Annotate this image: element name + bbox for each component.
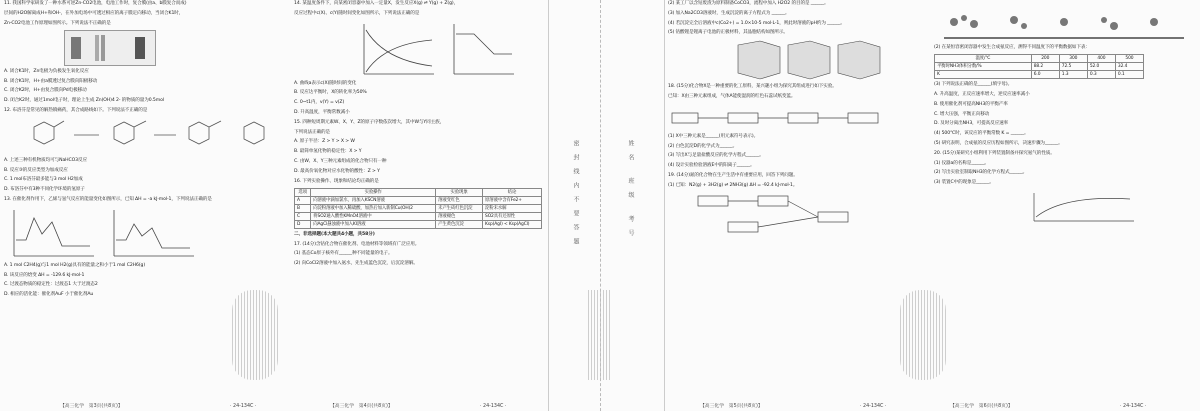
q13-option-d: D. 相应的活化能：催化剂AuF 小于催化剂Au [4,292,94,298]
page3-code: · 24-134C · [230,404,257,409]
page3-footer: 【高三化学 第3页(共8页)】 [60,404,123,409]
q19-part1: (1) 已知：N2(g) + 3H2(g) ⇌ 2NH3(g) ΔH = -92.4 kJ·mol-1。 [668,182,798,188]
molecule-models [934,0,1194,44]
table-header: 400 [1087,55,1115,63]
q19-part3: (3) 下列说法正确的是______(填字母)。 [934,82,1013,88]
reaction-scheme-figure [668,192,930,236]
table-row [935,71,1144,79]
crystal-cell-figures [668,39,930,83]
table-cell: 0.1 [1115,71,1143,79]
binding-margin-right [604,0,665,411]
table-row [935,63,1144,71]
table-cell: 产生黄色沉淀 [436,220,483,228]
q13-stem: 13. 在催化剂作用下，乙烯与氢气反应的能量变化如图所示，已知 ΔH = -a kJ·mol-1，下列说法正确的是 [4,196,212,202]
q19-part2: (2) 在某恒容密闭容器中发生合成氨反应，测得不同温度下的平衡数据如下表： [934,45,1090,50]
table-cell: K [935,71,1032,79]
conc-time-graph [294,20,534,80]
q17-part3: (2) 某工厂以含钴废渣为原料制备CoCO3，流程中加入 H2O2 的目的是 ______。 [668,1,829,6]
table-cell: 溶液褪色 [436,212,483,220]
q19-option-b: B. 使用催化剂可提高NH3的平衡产率 [934,101,1008,107]
page4-column [294,0,546,411]
q17-part1: (1) 基态Co原子核外有______种不同能量的电子。 [294,251,393,257]
q11-option-c: C. 闭合K2时，H+由复合膜向Pd电极移动 [4,88,87,94]
q14-option-a: A. 曲线a表示c(X)随时间的变化 [294,80,357,86]
energy-profile-figures [4,206,294,262]
q13-option-b: B. 该反应的焓变 ΔH = -129.6 kJ·mol-1 [4,272,85,278]
q15-option-b: B. 最简单氢化物的稳定性：X > Y [294,149,362,155]
table-cell: C [295,212,311,220]
section-title: 二、非选择题(本大题共4小题，共58分) [294,231,375,237]
q18-part1: (1) X中三种元素是______(用元素符号表示)。 [668,133,759,139]
flow-chart [668,103,928,133]
table-cell: 88.2 [1031,63,1059,71]
table-header: 选项 [295,188,311,196]
table-cell: 32.4 [1115,63,1143,71]
flow-chart-figure [668,103,930,133]
page5-code: · 24-134C · [860,404,887,409]
table-cell: 6.0 [1031,71,1059,79]
table-cell: 向溶液中滴加氯水，再加入KSCN溶液 [311,196,436,204]
q12-option-c: C. 1 mol布洛芬最多能与3 mol H2加成 [4,177,83,183]
table-cell: 将SO2通入酸性KMnO4溶液中 [311,212,436,220]
q13-option-c: C. 过渡态物质的稳定性：过渡态1 大于过渡态2 [4,282,98,288]
table-cell: 向AgCl悬浊液中加入KI溶液 [311,220,436,228]
q17-part4: (3) 加入Na2CO3溶液时，生成沉淀的离子方程式为 ______。 [668,10,790,16]
q17-part6: (5) 钴酸锂是锂离子电池的正极材料，其晶胞结构如图所示。 [668,30,788,36]
q17-part5: (4) 若沉淀完全后溶液中c(Co2+) = 1.0×10-5 mol·L-1，则此时溶液的pH约为 ______。 [668,20,845,26]
q14-option-b: B. 反应达平衡时，X的转化率为50% [294,90,367,96]
page5-column [668,0,930,411]
q18-part3: (3) 写出X与足量盐酸反应的化学方程式______。 [668,153,764,159]
small-graph-figure [934,189,1200,225]
q17-stem: 17. (14分)含钴化合物在催化剂、电池材料等领域有广泛应用。 [294,241,420,247]
table-cell: 未产生砖红色沉淀 [436,204,483,212]
table-cell: 72.5 [1059,63,1087,71]
q14-option-d: D. 升高温度，平衡常数减小 [294,109,350,115]
q15-option-c: C. 由W、X、Y三种元素组成的化合物只有一种 [294,158,387,164]
q20-part2: (2) 写出实验室制取NH3的化学方程式______。 [934,170,1028,176]
page6-code: · 24-134C · [1120,404,1147,409]
q16-stem: 16. 下列实验操作、现象和结论均正确的是 [294,178,379,184]
table-header: 300 [1059,55,1087,63]
q11-stem-2: 层间的H2O解离成H+和OH-，在外加电场中可透过相应的离子膜定向移动，当闭合K1时， [4,10,184,16]
q11-option-b: B. 闭合K1时，H+由a膜透过复合膜向阳极移动 [4,78,98,84]
q19-option-c: C. 增大压强，平衡正向移动 [934,111,990,117]
q19-stem: 19. (14分)氮的化合物在生产生活中有重要应用，回答下列问题。 [668,172,798,178]
reaction-scheme [668,192,928,236]
q19-option-d: D. 及时分离出NH3，可提高反应速率 [934,121,1009,127]
energy-diagram [4,206,204,262]
equilibrium-table [934,54,1144,79]
q13-option-a: A. 1 mol C2H4(g)与1 mol H2(g)具有的能量之和小于1 mol C2H6(g) [4,262,146,268]
q11-stem-3: Zn-CO2电池工作原理如图所示。下列说法不正确的是 [4,20,111,26]
table-header: 500 [1115,55,1143,63]
q18-part4: (4) 设计实验检验溶液E中的阳离子______。 [668,163,755,169]
crystal-cells [668,39,928,83]
table-row [295,204,542,212]
q12-option-b: B. 反应③的反应类型为加成反应 [4,167,68,173]
table-header: 200 [1031,55,1059,63]
q17-part2: (2) 向CoCl2溶液中加入氨水，先生成蓝色沉淀，后沉淀溶解。 [294,261,418,267]
q20-part3: (3) 装置C中的现象是______。 [934,180,994,186]
q11-stem: 11. 我国科学家研发了一种水系可逆Zn-CO2电池，电池工作时，复合膜(由a、b膜复合而成) [4,1,187,6]
table-header: 实验操作 [311,188,436,196]
table-cell: 向淀粉溶液中加入稀硫酸，加热后加入新制Cu(OH)2 [311,204,436,212]
table-cell: 溶液变红色 [436,196,483,204]
q15-stem: 15. 四种短周期元素W、X、Y、Z的原子序数依次增大，其中W与Y同主族， [294,119,445,125]
zn-co2-battery-figure [64,30,156,66]
molecule-structures [4,117,284,157]
q15-stem-2: 下列说法正确的是 [294,129,330,135]
q14-stem: 14. 某温度条件下，向某密闭容器中加入一定量X，发生反应X(g) ⇌ Y(g) + Z(g)， [294,1,459,6]
table-header: 温度/℃ [935,55,1032,63]
q19-part5: (5) 研究表明，合成氨的反应历程如图所示，决速步骤为______。 [934,140,1063,146]
table-cell: 原溶液中含有Fe2+ [483,196,542,204]
q18-part2: (2) 白色沉淀D的化学式为______。 [668,143,738,149]
table-cell: 0.3 [1087,71,1115,79]
table-cell: 1.3 [1059,71,1087,79]
q18-stem: 18. (15分)化合物X是一种重要的化工原料，某兴趣小组为探究其组成进行如下实验。 [668,84,837,90]
page4-footer: 【高三化学 第4页(共8页)】 [330,404,393,409]
concentration-time-figures [294,20,546,80]
stamp-hatch-left [232,290,278,380]
page5-footer: 【高三化学 第5页(共8页)】 [700,404,763,409]
binding-label: 密封线内不要答题 [572,140,579,252]
q11-option-d: D. 闭合K2时，通过1mol电子时，理论上生成 Zn(OH)4 2- 的物质的量为0.5mol [4,98,165,104]
q15-option-a: A. 原子半径：Z > Y > X > W [294,139,355,145]
q19-option-a: A. 升高温度，正反应速率增大，逆反应速率减小 [934,92,1030,97]
table-row [295,196,542,204]
q19-part4: (4) 500℃时，该反应的平衡常数 K = ______。 [934,131,1029,137]
q14-stem-2: 反应过程中c(X)、c(Y)随时间变化如图所示，下列说法正确的是 [294,10,420,16]
q11-option-a: A. 闭合K1时，Zn电极为负极发生氧化反应 [4,68,89,74]
table-row [295,220,542,228]
q12-stem: 12. 布洛芬是常见的解热镇痛药，其合成路线如下。下列说法不正确的是 [4,107,148,113]
q20-stem: 20. (15分)某研究小组利用下列装置制备并探究氨气的性质。 [934,150,1055,156]
q16-table [294,188,542,229]
binding-label: 姓名 班级 考号 [627,140,634,244]
table-cell: 平衡时NH3体积分数/% [935,63,1032,71]
page4-code: · 24-134C · [480,404,507,409]
table-cell: Ksp(AgI) < Ksp(AgCl) [483,220,542,228]
table-header: 实验现象 [436,188,483,196]
molecule-model-figure [934,0,1200,44]
table-row [295,212,542,220]
q15-option-d: D. 最高价氧化物对应水化物的酸性：Z > Y [294,168,380,174]
q12-option-d: D. 布洛芬中有3种不同化学环境的氢原子 [4,187,85,193]
q14-option-c: C. 0~t1内，v(Y) = v(Z) [294,100,345,106]
table-cell: 淀粉未水解 [483,204,542,212]
q18-given: 已知：X由三种元素组成，气体A能使湿润的红色石蕊试纸变蓝。 [668,93,796,99]
q20-part1: (1) 仪器a的名称是______。 [934,160,989,166]
table-cell: A [295,196,311,204]
q12-option-a: A. 上述三种有机物质均可与NaHCO3反应 [4,157,87,163]
table-cell: SO2具有还原性 [483,212,542,220]
small-graph [1024,189,1144,225]
table-header: 结论 [483,188,542,196]
table-cell: 52.0 [1087,63,1115,71]
page6-column [934,0,1200,411]
stamp-hatch-mid [588,290,610,380]
ibuprofen-structures-figure [4,117,294,157]
table-cell: B [295,204,311,212]
page6-footer: 【高三化学 第6页(共8页)】 [950,404,1013,409]
table-cell: D [295,220,311,228]
